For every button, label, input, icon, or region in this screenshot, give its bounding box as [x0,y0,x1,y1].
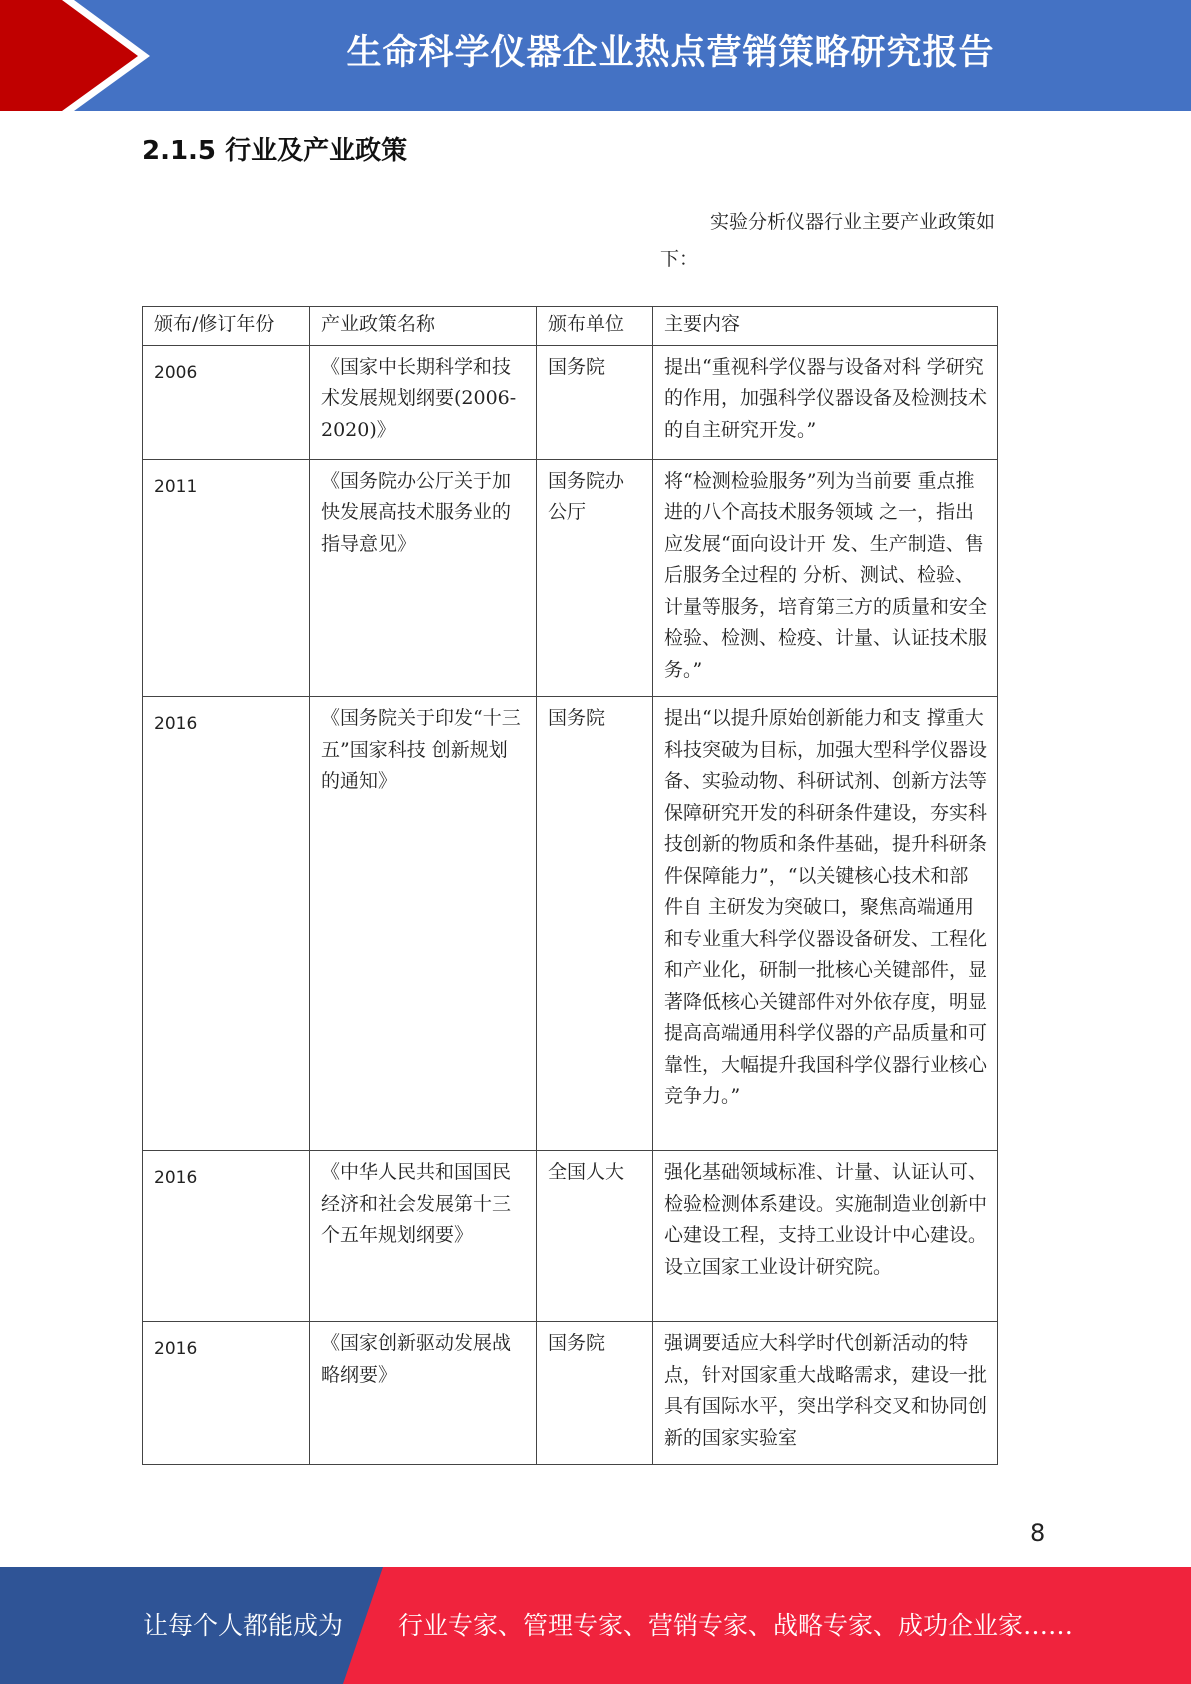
cell-issuer: 全国人大 [537,1151,653,1322]
cell-year: 2006 [143,345,310,459]
header-year: 颁布/修订年份 [143,307,310,346]
table-row [143,345,998,459]
cell-year: 2011 [143,459,310,697]
cell-content: 提出“以提升原始创新能力和支 撑重大科技突破为目标，加强大型科学仪器设备、实验动物、科研试剂、创新方法等保障研究开发的科研条件建设，夯实科技创新的物质和条件基础，提升科研条件保障能力”，“以关键核心技术和部件自 主研发为突破口，聚焦高端通用和专业重大科学仪器设备研发、工程化和产业化，研制一批核心关键部件，显著降低核心关键部件对外依存度，明显提高高端通用科学仪器的产品质量和可靠性，大幅提升我国科学仪器行业核心竞争力。” [653,697,998,1151]
cell-issuer: 国务院 [537,345,653,459]
intro-paragraph: 实验分析仪器行业主要产业政策如下： [660,211,996,270]
table-row [143,697,998,1151]
footer-slogan-right: 行业专家、管理专家、营销专家、战略专家、成功企业家…… [398,1611,1074,1640]
cell-policy-name: 《国家中长期科学和技术发展规划纲要(2006-2020)》 [310,345,537,459]
cell-content: 提出“重视科学仪器与设备对科 学研究的作用，加强科学仪器设备及检测技术的自主研究开发。” [653,345,998,459]
page-footer [0,1567,1191,1684]
section-heading: 2.1.5 行业及产业政策 [142,136,408,166]
table-row [143,1151,998,1322]
report-title: 生命科学仪器企业热点营销策略研究报告 [346,33,995,73]
table-header-row [143,307,998,346]
cell-policy-name: 《国务院关于印发“十三五”国家科技 创新规划的通知》 [310,697,537,1151]
header-policy-name: 产业政策名称 [310,307,537,346]
table-row [143,1322,998,1465]
table-row [143,459,998,697]
cell-policy-name: 《中华人民共和国国民经济和社会发展第十三个五年规划纲要》 [310,1151,537,1322]
cell-issuer: 国务院 [537,1322,653,1465]
header-content: 主要内容 [653,307,998,346]
cell-issuer: 国务院办公厅 [537,459,653,697]
header-issuer: 颁布单位 [537,307,653,346]
cell-policy-name: 《国务院办公厅关于加快发展高技术服务业的指导意见》 [310,459,537,697]
page-header [0,0,1191,111]
cell-issuer: 国务院 [537,697,653,1151]
cell-content: 强化基础领域标准、计量、认证认可、检验检测体系建设。实施制造业创新中心建设工程，支持工业设计中心建设。设立国家工业设计研究院。 [653,1151,998,1322]
cell-year: 2016 [143,697,310,1151]
cell-year: 2016 [143,1322,310,1465]
page-number: 8 [1030,1519,1046,1547]
cell-year: 2016 [143,1151,310,1322]
cell-content: 强调要适应大科学时代创新活动的特点，针对国家重大战略需求，建设一批具有国际水平，突出学科交叉和协同创新的国家实验室 [653,1322,998,1465]
cell-content: 将“检测检验服务”列为当前要 重点推进的八个高技术服务领域 之一，指出应发展“面向设计开 发、生产制造、售后服务全过程的 分析、测试、检验、计量等服务，培育第三方的质量和安全检验、检测、检疫、计量、认证技术服务。” [653,459,998,697]
policy-table [142,306,998,1465]
cell-policy-name: 《国家创新驱动发展战略纲要》 [310,1322,537,1465]
footer-slogan-left: 让每个人都能成为 [143,1611,344,1640]
